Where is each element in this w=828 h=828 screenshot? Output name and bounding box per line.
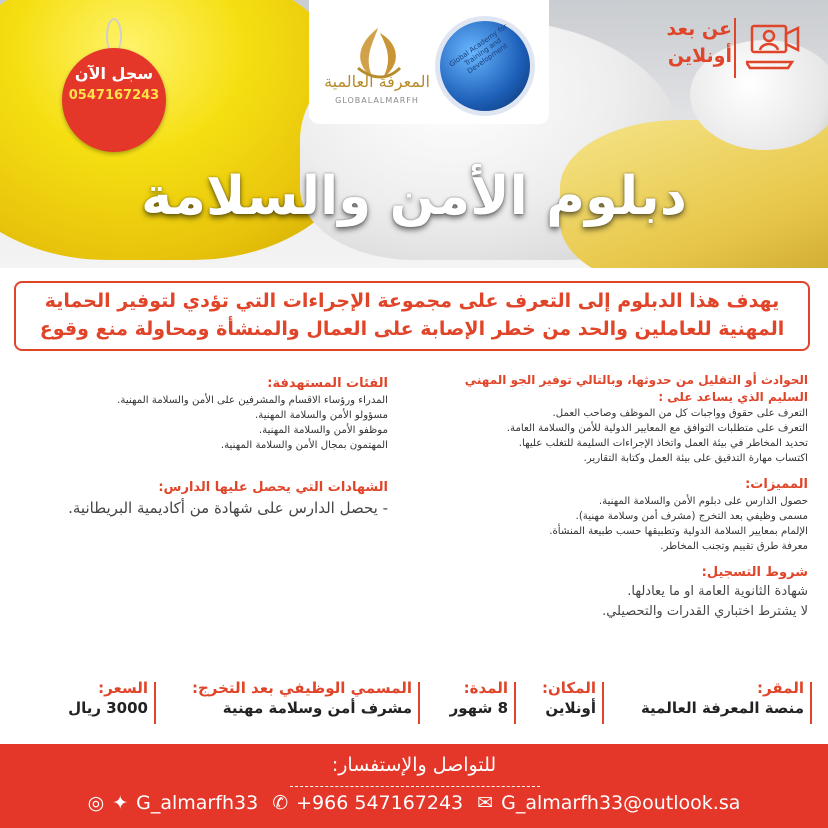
online-badge-divider [734, 18, 736, 78]
info-hq [604, 678, 804, 718]
online-badge-text [666, 16, 732, 70]
info-divider [418, 682, 420, 724]
almarfh-logo-ar: المعرفة العالمية [324, 72, 430, 91]
info-place-label: المكان: [542, 679, 596, 697]
intro-continuation-1: الحوادث أو التقليل من حدوثها، وبالتالي توفير الجو المهني [464, 373, 808, 387]
whatsapp-icon[interactable]: ✆ [272, 792, 289, 814]
list-item: التعرف على حقوق وواجبات كل من الموظف وصاحب العمل. [552, 408, 808, 419]
list-item: حصول الدارس على دبلوم الأمن والسلامة المهنية. [598, 496, 808, 507]
social-handle[interactable]: G_almarfh33 [136, 792, 259, 814]
info-job-title-label: المسمي الوظيفي بعد التخرج: [191, 679, 412, 697]
list-item: شهادة الثانوية العامة او ما يعادلها. [627, 584, 808, 599]
conditions-heading: شروط التسجيل: [701, 565, 808, 580]
contact-divider [290, 786, 540, 788]
intro-box: يهدف هذا الدبلوم إلى التعرف على مجموعة الإجراءات التي تؤدي لتوفير الحماية المهنية للعاملين والحد من خطر الإصابة على العمال والمنشأة ومحاولة منع وقوع [14, 281, 810, 351]
contact-row [0, 792, 828, 814]
list-item: مسمى وظيفي بعد التخرج (مشرف أمن وسلامة مهنية). [575, 511, 808, 522]
info-hq-value: منصة المعرفة العالمية [640, 699, 804, 717]
features-heading: المميزات: [745, 477, 808, 492]
info-divider [514, 682, 516, 724]
intro-continuation-2: السليم الذي يساعد على : [658, 390, 808, 404]
info-duration-label: المدة: [463, 679, 508, 697]
list-item: موظفو الأمن والسلامة المهنية. [258, 425, 388, 436]
left-column [18, 375, 388, 519]
info-divider [154, 682, 156, 724]
contact-title: للتواصل والإستفسار: [331, 754, 497, 776]
list-item: معرفة طرق تقييم وتجنب المخاطر. [660, 541, 808, 552]
online-badge [654, 10, 818, 78]
register-now-label: سجل الآن [74, 64, 154, 83]
info-price [58, 678, 148, 718]
contact-footer [0, 744, 828, 828]
list-item: الإلمام بمعايير السلامة الدولية وتطبيقها حسب طبيعة المنشأة. [549, 526, 808, 537]
info-job-title-value: مشرف أمن وسلامة مهنية [222, 699, 412, 717]
list-item: لا يشترط اختباري القدرات والتحصيلي. [602, 604, 808, 619]
right-column [408, 372, 808, 622]
list-item: المدراء ورؤساء الاقسام والمشرفين على الأمن والسلامة المهنية. [117, 395, 388, 406]
instagram-icon[interactable]: ◎ [87, 792, 105, 814]
page-title: دبلوم الأمن والسلامة [141, 166, 687, 227]
certificates-text: - يحصل الدارس على شهادة من أكاديمية البريطانية. [68, 499, 388, 517]
info-price-value: 3000 ريال [68, 699, 148, 717]
list-item: التعرف على متطلبات التوافق مع المعايير الدولية للأمن والسلامة العامة. [506, 423, 808, 434]
video-laptop-icon [746, 22, 802, 70]
info-duration-value: 8 شهور [449, 699, 508, 717]
phone-number[interactable]: +966 547167243 [296, 792, 464, 814]
online-badge-line1: عن بعد [666, 18, 732, 40]
info-divider [602, 682, 604, 724]
info-place-value: أونلاين [545, 699, 596, 717]
info-price-label: السعر: [98, 679, 148, 697]
list-item: مسؤولو الأمن والسلامة المهنية. [255, 410, 388, 421]
list-item: المهتمون بمجال الأمن والسلامة المهنية. [220, 440, 388, 451]
certificates-heading: الشهادات التي يحصل عليها الدارس: [158, 480, 388, 495]
info-divider [810, 682, 812, 724]
twitter-icon[interactable]: ✦ [112, 792, 129, 814]
info-hq-label: المقر: [757, 679, 804, 697]
audience-heading: الفئات المستهدفة: [267, 376, 388, 391]
register-phone[interactable]: 0547167243 [68, 88, 160, 103]
info-place [516, 678, 596, 718]
online-badge-line2: أونلاين [667, 45, 732, 67]
list-item: تحديد المخاطر في بيئة العمل واتخاذ الإجراءات السليمة للتغلب عليها. [518, 438, 808, 449]
hero-banner [0, 0, 828, 268]
list-item: اكتساب مهارة التدقيق على بيئة العمل وكتابة التقارير. [583, 453, 808, 464]
info-job-title [162, 678, 412, 718]
email-address[interactable]: G_almarfh33@outlook.sa [501, 792, 741, 814]
mail-icon[interactable]: ✉ [477, 792, 494, 814]
almarfh-logo-en: GLOBALALMARFH [335, 96, 419, 105]
academy-logo-text: Global Academy for Training and Development [447, 22, 510, 76]
info-duration [428, 678, 508, 718]
